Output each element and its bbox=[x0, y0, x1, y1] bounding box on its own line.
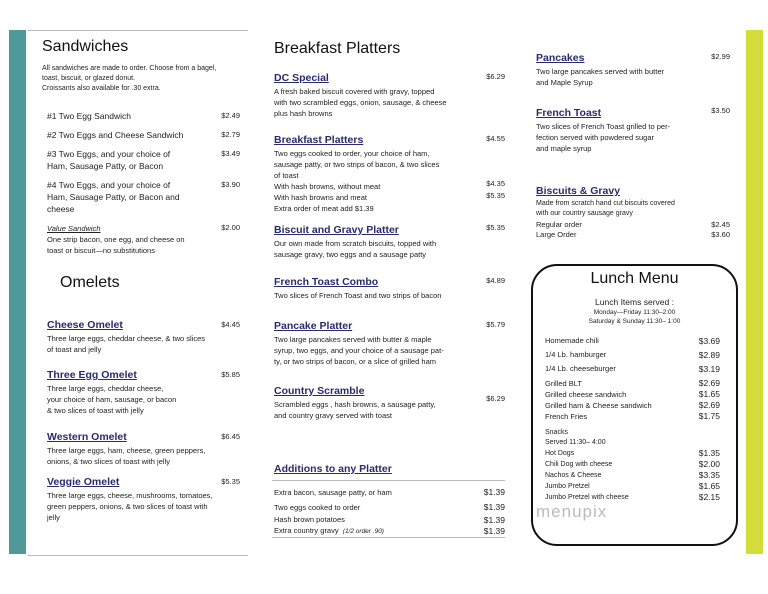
omelet-item: Veggie Omelet Three large eggs, cheese, mushrooms, tomatoes, green peppers, onions, & two slices of toast with jelly bbox=[47, 476, 213, 522]
country-scramble-price: $6.29 bbox=[486, 394, 505, 403]
omelet-price: $6.45 bbox=[221, 432, 240, 441]
country-scramble: Country Scramble Scrambled eggs , hash browns, a sausage patty, and country gravy served with toast bbox=[274, 385, 436, 420]
right-color-stripe bbox=[746, 30, 763, 554]
additions-rule bbox=[272, 480, 505, 481]
lunch-served-info: Lunch Items served : Monday—Friday 11:30–2:00 Saturday & Sunday 11:30– 1:00 bbox=[588, 297, 681, 325]
pancake-platter: Pancake Platter Two large pancakes served with butter & maple syrup, two eggs, and your choice of a sausage pat- ty, or two strips of bacon, or a slice of grilled ham bbox=[274, 320, 444, 366]
omelet-price: $4.45 bbox=[221, 320, 240, 329]
sandwich-price: $2.79 bbox=[221, 130, 240, 139]
french-toast-combo-price: $4.89 bbox=[486, 276, 505, 285]
pancake-platter-price: $5.79 bbox=[486, 320, 505, 329]
breakfast-platters-price: $4.55 bbox=[486, 134, 505, 143]
sandwich-item: #3 Two Eggs, and your choice of Ham, Sausage Patty, or Bacon bbox=[47, 149, 171, 171]
breakfast-platters-title: Breakfast Platters bbox=[274, 40, 401, 57]
breakfast-platters-item: Breakfast Platters Two eggs cooked to order, your choice of ham, sausage patty, or two strips of bacon, & two slices of toast With hash browns, without meat With hash browns and meat Extra order of meat add $1.39 bbox=[274, 134, 440, 213]
value-sandwich: Value Sandwich One strip bacon, one egg, and cheese on toast or biscuit—no substitutions bbox=[47, 224, 185, 255]
omelet-price: $5.85 bbox=[221, 370, 240, 379]
additions-list: Extra bacon, sausage patty, or ham $1.39 Two eggs cooked to order $1.39 Hash brown potatoes $1.39 Extra country gravy (1/2 order .90) $1.39 bbox=[274, 487, 505, 536]
biscuit-gravy-platter-price: $5.35 bbox=[486, 223, 505, 232]
dc-special: DC Special A fresh baked biscuit covered with gravy, topped with two scrambled eggs, onion, sausage, & cheese plus hash browns bbox=[274, 72, 447, 118]
platter-extra-price: $4.35 bbox=[486, 179, 505, 188]
sandwiches-note: All sandwiches are made to order. Choose from a bagel, toast, biscuit, or glazed donut. Croissants also available for .30 extra. bbox=[42, 65, 217, 92]
omelet-item: Cheese Omelet Three large eggs, cheddar cheese, & two slices of toast and jelly bbox=[47, 319, 206, 354]
pancakes-price: $2.99 bbox=[711, 52, 730, 61]
biscuits-gravy-options: Regular order $2.45 Large Order $3.60 bbox=[536, 220, 730, 239]
omelets-title: Omelets bbox=[60, 274, 120, 291]
sandwiches-title: Sandwiches bbox=[42, 38, 129, 55]
omelet-item: Western Omelet Three large eggs, ham, cheese, green peppers, onions, & two slices of toast with jelly bbox=[47, 431, 206, 466]
lunch-menu-title: Lunch Menu bbox=[590, 270, 679, 287]
sandwich-price: $2.49 bbox=[221, 111, 240, 120]
omelet-item: Three Egg Omelet Three large eggs, cheddar cheese, your choice of ham, sausage, or bacon & two slices of toast with jelly bbox=[47, 369, 177, 415]
additions-title: Additions to any Platter bbox=[274, 463, 392, 475]
omelet-price: $5.35 bbox=[221, 477, 240, 486]
biscuits-gravy-item: Biscuits & Gravy Made from scratch hand cut biscuits covered with our country sausage gravy bbox=[536, 185, 675, 217]
sandwich-item: #2 Two Eggs and Cheese Sandwich bbox=[47, 130, 184, 140]
biscuit-gravy-platter: Biscuit and Gravy Platter Our own made from scratch biscuits, topped with sausage gravy, two eggs and a sausage patty bbox=[274, 224, 437, 259]
sandwich-item: #4 Two Eggs, and your choice of Ham, Sausage Patty, or Bacon and cheese bbox=[47, 180, 180, 214]
value-sandwich-price: $2.00 bbox=[221, 223, 240, 232]
menupix-watermark: menupix bbox=[536, 502, 608, 521]
lunch-items-list: Homemade chili $3.69 1/4 Lb. hamburger $2.89 1/4 Lb. cheeseburger $3.19 Grilled BLT $2.69 Grilled cheese sandwich $1.65 Grilled ham & Cheese sandwich $2.69 French Fries $1.75 bbox=[545, 336, 720, 421]
dc-special-price: $6.29 bbox=[486, 72, 505, 81]
sandwich-item: #1 Two Egg Sandwich bbox=[47, 111, 131, 121]
sandwich-price: $3.49 bbox=[221, 149, 240, 158]
french-toast-price: $3.50 bbox=[711, 106, 730, 115]
pancakes-item: Pancakes Two large pancakes served with butter and Maple Syrup bbox=[536, 52, 664, 87]
additions-bottom-rule bbox=[272, 537, 505, 538]
platter-extra-price: $5.35 bbox=[486, 191, 505, 200]
french-toast-item: French Toast Two slices of French Toast grilled to per- fection served with powdered sugar and maple syrup bbox=[536, 107, 671, 153]
left-color-stripe bbox=[9, 30, 26, 554]
snacks-list: Snacks Served 11:30– 4:00 Hot Dogs $1.35 Chili Dog with cheese $2.00 Nachos & Cheese $3.35 Jumbo Pretzel $1.65 Jumbo Pretzel with cheese $2.15 bbox=[545, 429, 720, 502]
french-toast-combo: French Toast Combo Two slices of French Toast and two strips of bacon bbox=[274, 276, 442, 300]
sandwich-price: $3.90 bbox=[221, 180, 240, 189]
